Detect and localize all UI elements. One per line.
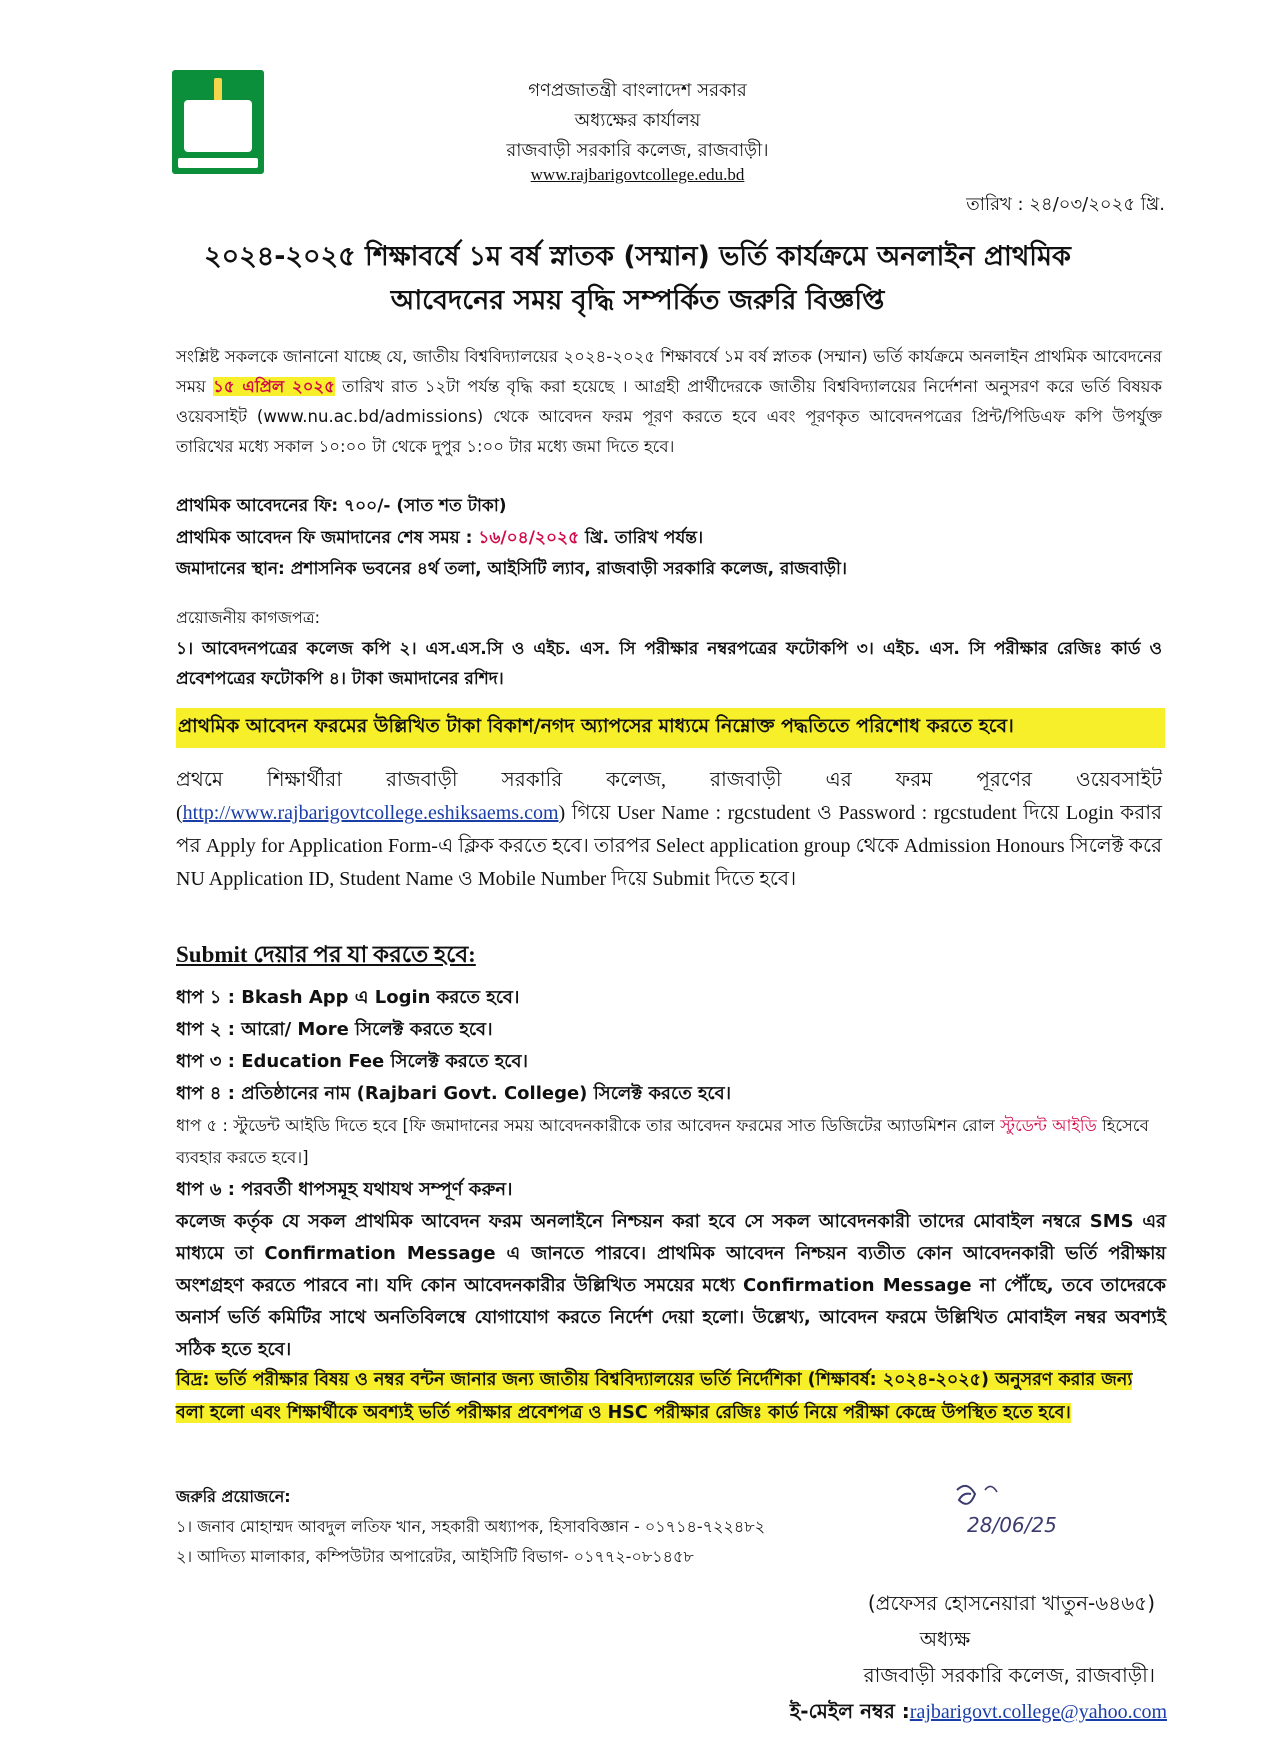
notice-title <box>180 235 1095 323</box>
step-1: ধাপ ১ : Bkash App এ Login করতে হবে। <box>176 987 520 1008</box>
instructions-text-1: প্রথমে শিক্ষার্থীরা রাজবাড়ী সরকারি কলেজ, রাজবাড়ী এর ফরম পূরণের ওয়েবসাইট ( <box>176 769 1162 824</box>
step-4: ধাপ ৪ : প্রতিষ্ঠানের নাম (Rajbari Govt. College) সিলেক্ট করতে হবে। <box>176 1083 732 1104</box>
steps-list <box>176 982 1166 1366</box>
instructions-paragraph <box>176 764 1162 896</box>
fee-amount: প্রাথমিক আবেদনের ফি: ৭০০/- (সাত শত টাকা) <box>176 496 507 516</box>
contacts-block <box>176 1482 765 1572</box>
signatory-designation: অধ্যক্ষ <box>919 1627 971 1651</box>
website-link[interactable]: www.rajbarigovtcollege.edu.bd <box>530 165 745 184</box>
fee-deadline-suffix: খ্রি. তারিখ পর্যন্ত। <box>585 528 704 548</box>
header-college: রাজবাড়ী সরকারি কলেজ, রাজবাড়ী। <box>506 140 769 161</box>
intro-text-2: তারিখ রাত ১২টা পর্যন্ত বৃদ্ধি করা হয়েছে । আগ্রহী প্রার্থীদেরকে জাতীয় বিশ্ববিদ্যালয়ের নির্দেশনা অনুসরণ করে ভর্তি বিষয়ক ওয়েবসাইট (www.nu.ac.bd/admissions) থেকে আবেদন ফরম পূরণ করতে হবে এবং পূরণকৃত আবেদনপত্রের প্রিন্ট/পিডিএফ কপি উপর্যুক্ত তারিখের মধ্যে সকাল ১০:০০ টা থেকে দুপুর ১:০০ টার মধ্যে জমা দিতে হবে। <box>176 377 1162 456</box>
step-3: ধাপ ৩ : Education Fee সিলেক্ট করতে হবে। <box>176 1051 528 1072</box>
fee-deadline-date: ১৬/০৪/২০২৫ <box>478 528 580 548</box>
contact-1: ১। জনাব মোহাম্মদ আবদুল লতিফ খান, সহকারী অধ্যাপক, হিসাববিজ্ঞান - ০১৭১৪-৭২২৪৮২ <box>176 1517 765 1536</box>
confirmation-paragraph: কলেজ কর্তৃক যে সকল প্রাথমিক আবেদন ফরম অনলাইনে নিশ্চয়ন করা হবে সে সকল আবেদনকারী তাদের মোবাইল নম্বরে SMS এর মাধ্যমে তা Confirmation Message এ জানতে পারবে। প্রাথমিক আবেদন নিশ্চয়ন ব্যতীত কোন আবেদনকারী ভর্তি পরীক্ষায় অংশগ্রহণ করতে পারবে না। যদি কোন আবেদনকারীর উল্লিখিত সময়ের মধ্যে Confirmation Message না পৌঁছে, তবে তাদেরকে অনার্স ভর্তি কমিটির সাথে অনতিবিলম্বে যোগাযোগ করতে নির্দেশ দেয়া হলো। উল্লেখ্য, আবেদন ফরমে উল্লিখিত মোবাইল নম্বর অবশ্যই সঠিক হতে হবে। <box>176 1211 1166 1360</box>
email-link[interactable]: rajbarigovt.college@yahoo.com <box>909 1701 1167 1723</box>
step-6: ধাপ ৬ : পরবর্তী ধাপসমূহ যথাযথ সম্পূর্ণ করুন। <box>176 1179 513 1200</box>
email-line <box>607 1692 1167 1731</box>
header-govt: গণপ্রজাতন্ত্রী বাংলাদেশ সরকার <box>528 80 747 101</box>
step-5-red: স্টুডেন্ট আইডি <box>1000 1116 1097 1135</box>
signatory-institution: রাজবাড়ী সরকারি কলেজ, রাজবাড়ী। <box>863 1663 1155 1687</box>
fee-deadline <box>176 524 703 552</box>
email-label: ই-মেইল নম্বর : <box>789 1699 910 1723</box>
signature-scrawl <box>945 1480 1095 1550</box>
contact-2: ২। আদিত্য মালাকার, কম্পিউটার অপারেটর, আইসিটি বিভাগ- ০১৭৭২-০৮১৪৫৮ <box>176 1547 694 1566</box>
after-submit-heading: Submit দেয়ার পর যা করতে হবে: <box>176 942 476 967</box>
note-text: বিদ্র: ভর্তি পরীক্ষার বিষয় ও নম্বর বন্টন জানার জন্য জাতীয় বিশ্ববিদ্যালয়ের ভর্তি নির্দেশিকা (শিক্ষাবর্ষ: ২০২৪-২০২৫) অনুসরণ করার জন্য বলা হলো এবং শিক্ষার্থীকে অবশ্যই ভর্তি পরীক্ষার প্রবেশপত্র ও HSC পরীক্ষার রেজিঃ কার্ড নিয়ে পরীক্ষা কেন্দ্রে উপস্থিত হতে হবে। <box>176 1370 1133 1423</box>
step-5-text: ধাপ ৫ : স্টুডেন্ট আইডি দিতে হবে [ফি জমাদানের সময় আবেদনকারীকে তার আবেদন ফরমের সাত ডিজিটের অ্যাডমিশন রোল <box>176 1116 995 1135</box>
signatory-name: (প্রফেসর হোসনেয়ারা খাতুন-৬৪৬৫) <box>867 1591 1155 1615</box>
intro-text-1: সংশ্লিষ্ট সকলকে জানানো যাচ্ছে যে, জাতীয় বিশ্ববিদ্যালয়ের ২০২৪-২০২৫ শিক্ষাবর্ষে ১ম বর্ষ স্নাতক (সম্মান) ভর্তি কার্যক্রমে অনলাইন প্রাথমিক আবেদনের সময় <box>176 347 1162 396</box>
notice-date: তারিখ : ২৪/০৩/২০২৫ খ্রি. <box>966 194 1165 215</box>
documents-list: ১। আবেদনপত্রের কলেজ কপি ২। এস.এস.সি ও এইচ. এস. সি পরীক্ষার নম্বরপত্রের ফটোকপি ৩। এইচ. এস. সি পরীক্ষার রেজিঃ কার্ড ও প্রবেশপত্রের ফটোকপি ৪। টাকা জমাদানের রশিদ। <box>176 639 1162 689</box>
header-office: অধ্যক্ষের কার্যালয় <box>574 110 701 131</box>
contacts-heading: জরুরি প্রয়োজনে: <box>176 1487 291 1506</box>
fee-deadline-label: প্রাথমিক আবেদন ফি জমাদানের শেষ সময় : <box>176 528 473 548</box>
form-website-link[interactable]: http://www.rajbarigovtcollege.eshiksaems.com <box>182 802 559 824</box>
handwritten-date: 28/06/25 <box>967 1513 1057 1537</box>
title-line-2: আবেদনের সময় বৃদ্ধি সম্পর্কিত জরুরি বিজ্ঞপ্তি <box>390 285 885 316</box>
documents-heading: প্রয়োজনীয় কাগজপত্র: <box>176 608 321 627</box>
instructions-text-2: ) গিয়ে User Name : rgcstudent ও Password : rgcstudent দিয়ে Login করার পর Apply for Application Form-এ ক্লিক করতে হবে। তারপর Select application group থেকে Admission Honours সিলেক্ট করে NU Application ID, Student Name ও Mobile Number দিয়ে Submit দিতে হবে। <box>176 802 1162 890</box>
intro-deadline: ১৫ এপ্রিল ২০২৫ <box>213 377 335 396</box>
title-line-1: ২০২৪-২০২৫ শিক্ষাবর্ষে ১ম বর্ষ স্নাতক (সম্মান) ভর্তি কার্যক্রমে অনলাইন প্রাথমিক <box>204 241 1071 272</box>
intro-paragraph <box>176 342 1162 462</box>
fee-location: জমাদানের স্থান: প্রশাসনিক ভবনের ৪র্থ তলা, আইসিটি ল্যাব, রাজবাড়ী সরকারি কলেজ, রাজবাড়ী। <box>176 559 847 579</box>
step-5-text-2: হিসেবে ব্যবহার করতে হবে।] <box>176 1116 1149 1167</box>
step-2: ধাপ ২ : আরো/ More সিলেক্ট করতে হবে। <box>176 1019 493 1040</box>
payment-highlight: প্রাথমিক আবেদন ফরমের উল্লিখিত টাকা বিকাশ/নগদ অ্যাপসের মাধ্যমে নিম্নোক্ত পদ্ধতিতে পরিশোধ করতে হবে। <box>176 708 1165 748</box>
note-highlight <box>176 1364 1166 1430</box>
step-5 <box>176 1110 1166 1174</box>
